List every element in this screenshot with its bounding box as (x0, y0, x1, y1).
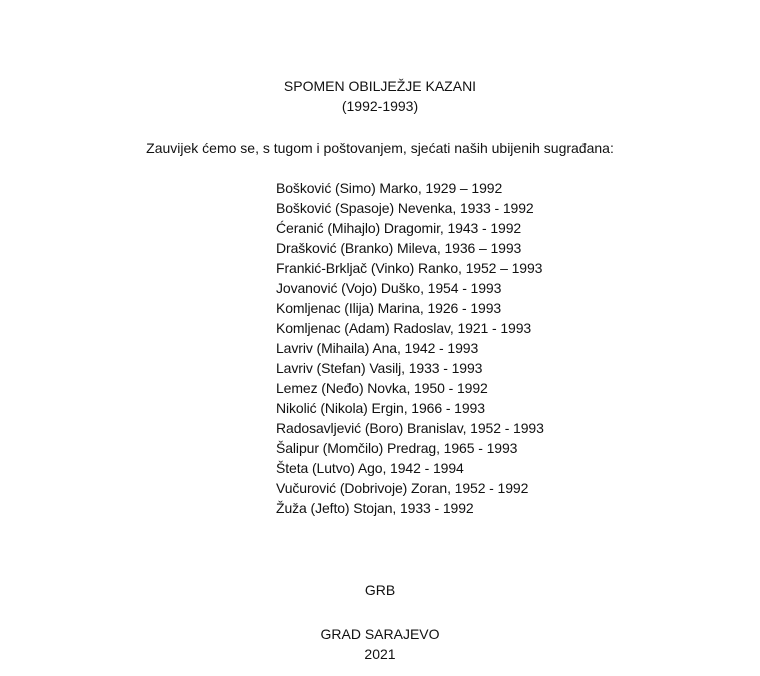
emblem-placeholder: GRB (364, 582, 396, 598)
list-item: Šteta (Lutvo) Ago, 1942 - 1994 (276, 460, 464, 476)
document-years: (1992-1993) (341, 98, 419, 114)
list-item: Bošković (Simo) Marko, 1929 – 1992 (276, 180, 503, 196)
list-item: Nikolić (Nikola) Ergin, 1966 - 1993 (276, 400, 485, 416)
list-item: Radosavljević (Boro) Branislav, 1952 - 1993 (276, 420, 544, 436)
footer-year: 2021 (364, 646, 396, 662)
intro-text: Zauvijek ćemo se, s tugom i poštovanjem, sjećati naših ubijenih sugrađana: (146, 140, 614, 156)
list-item: Lavriv (Mihaila) Ana, 1942 - 1993 (276, 340, 479, 356)
list-item: Lavriv (Stefan) Vasilj, 1933 - 1993 (276, 360, 483, 376)
list-item: Žuža (Jefto) Stojan, 1933 - 1992 (276, 500, 474, 516)
list-item: Drašković (Branko) Mileva, 1936 – 1993 (276, 240, 522, 256)
list-item: Ćeranić (Mihajlo) Dragomir, 1943 - 1992 (276, 220, 522, 236)
list-item: Lemez (Neđo) Novka, 1950 - 1992 (276, 380, 488, 396)
victims-list (276, 178, 544, 518)
list-item: Šalipur (Momčilo) Predrag, 1965 - 1993 (276, 440, 518, 456)
list-item: Jovanović (Vojo) Duško, 1954 - 1993 (276, 280, 502, 296)
document-title: SPOMEN OBILJEŽJE KAZANI (283, 78, 477, 94)
list-item: Bošković (Spasoje) Nevenka, 1933 - 1992 (276, 200, 534, 216)
list-item: Komljenac (Ilija) Marina, 1926 - 1993 (276, 300, 502, 316)
city-name: GRAD SARAJEVO (320, 626, 440, 642)
list-item: Frankić-Brkljač (Vinko) Ranko, 1952 – 1993 (276, 260, 543, 276)
list-item: Komljenac (Adam) Radoslav, 1921 - 1993 (276, 320, 532, 336)
list-item: Vučurović (Dobrivoje) Zoran, 1952 - 1992 (276, 480, 529, 496)
